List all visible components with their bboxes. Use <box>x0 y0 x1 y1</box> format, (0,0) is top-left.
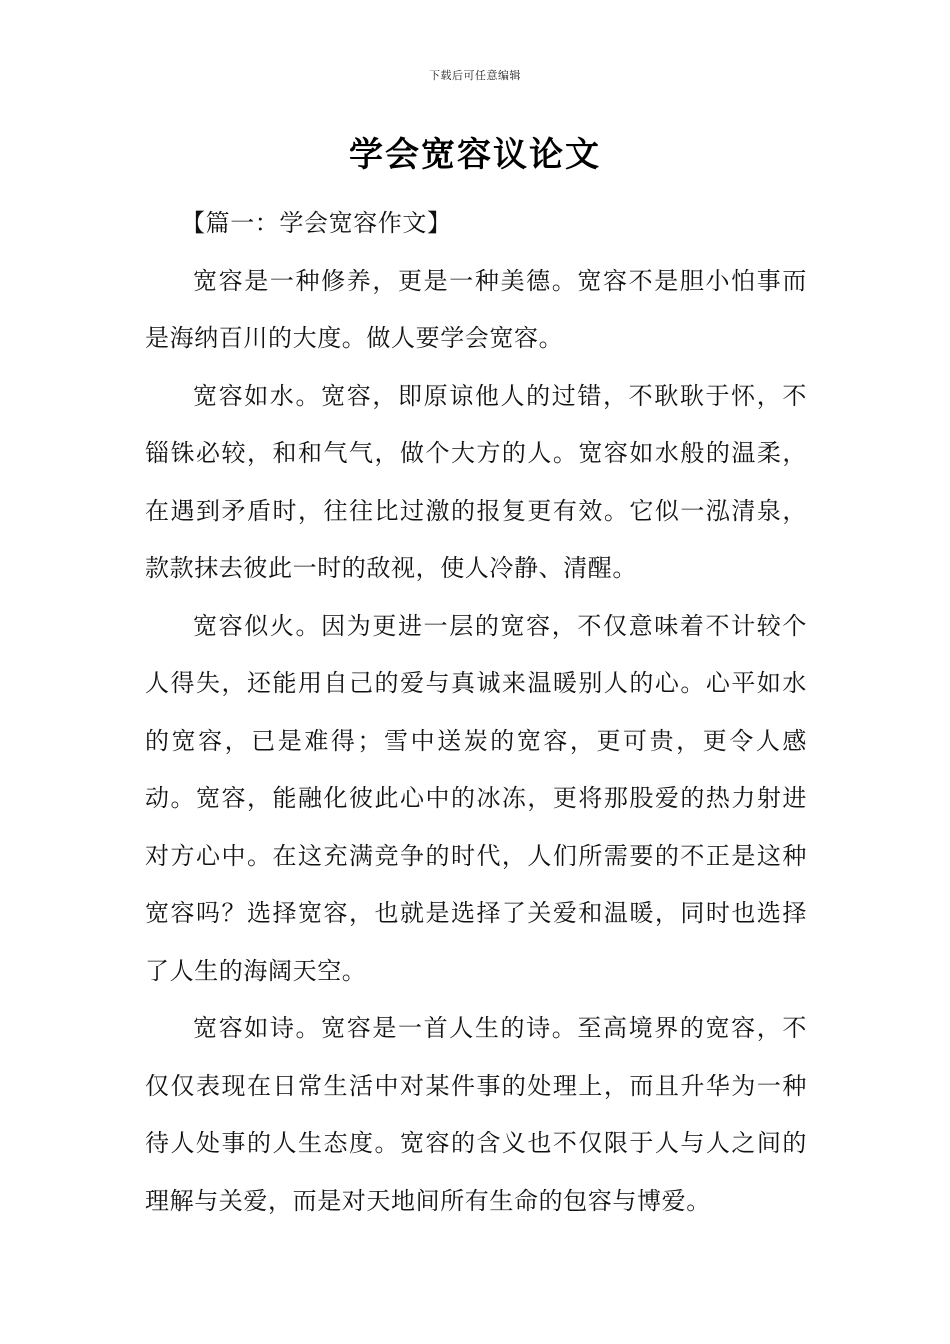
paragraph-poem: 宽容如诗。宽容是一首人生的诗。至高境界的宽容，不仅仅表现在日常生活中对某件事的处理上，而且升华为一种待人处事的人生态度。宽容的含义也不仅限于人与人之间的理解与关爱，而是对天地间所有生命的包容与博爱。 <box>145 1014 807 1215</box>
paragraph-intro: 宽容是一种修养，更是一种美德。宽容不是胆小怕事而是海纳百川的大度。做人要学会宽容。 <box>145 266 807 352</box>
header-note: 下载后可任意编辑 <box>429 69 521 82</box>
paragraph-fire: 宽容似火。因为更进一层的宽容，不仅意味着不计较个人得失，还能用自己的爱与真诚来温暖别人的心。心平如水的宽容，已是难得；雪中送炭的宽容，更可贵，更令人感动。宽容，能融化彼此心中的冰冻，更将那股爱的热力射进对方心中。在这充满竞争的时代，人们所需要的不正是这种宽容吗？选择宽容，也就是选择了关爱和温暖，同时也选择了人生的海阔天空。 <box>145 611 807 985</box>
section-heading: 【篇一：学会宽容作文】 <box>181 209 452 237</box>
document-title: 学会宽容议论文 <box>349 135 601 175</box>
document-body <box>145 195 807 1230</box>
paragraph-water: 宽容如水。宽容，即原谅他人的过错，不耿耿于怀，不锱铢必较，和和气气，做个大方的人。宽容如水般的温柔，在遇到矛盾时，往往比过激的报复更有效。它似一泓清泉，款款抹去彼此一时的敌视，使人冷静、清醒。 <box>145 381 807 582</box>
